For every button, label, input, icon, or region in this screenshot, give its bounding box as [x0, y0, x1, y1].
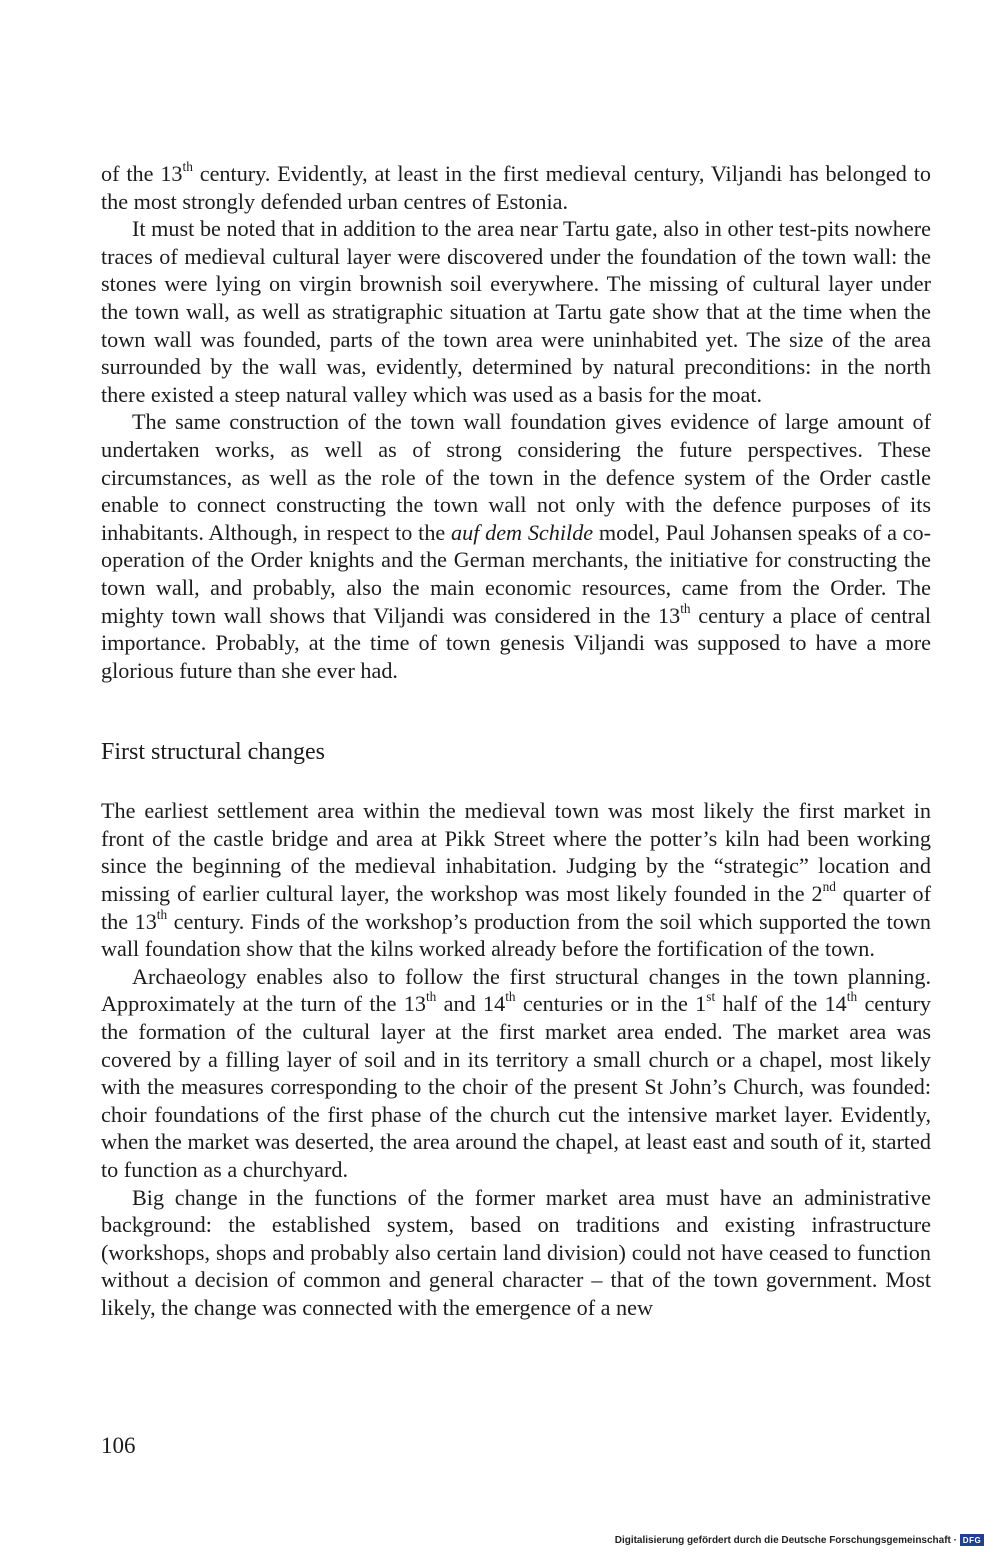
superscript: th [425, 989, 437, 1005]
page-number: 106 [101, 1433, 136, 1458]
superscript: st [706, 989, 716, 1005]
paragraph: Archaeology enables also to follow the first structural changes in the town planning. Approximately at the turn of the 13th and 14th centuries or in the 1st half of the 14th century the formation of the cultural layer at the first market area ended. The market area was covered by a filling layer of soil and in its territory a small church or a chapel, most likely with the measures corresponding to the choir of the present St John’s Church, was founded: choir foundations of the first phase of the church cut the intensive market layer. Evidently, when the market was deserted, the area around the chapel, at least east and south of it, started to function as a churchyard. [101, 963, 931, 1182]
digitization-footer [615, 1534, 984, 1546]
paragraph: It must be noted that in addition to the area near Tartu gate, also in other test-pits nowhere traces of medieval cultural layer were discovered under the foundation of the town wall: the stones were lying on virgin brownish soil everywhere. The missing of cultural layer under the town wall, as well as stratigraphic situation at Tartu gate show that at the time when the town wall was founded, parts of the town area were uninhabited yet. The size of the area surrounded by the wall was, evidently, determined by natural preconditions: in the north there existed a steep natural valley which was used as a basis for the moat. [101, 216, 931, 407]
body-text-top [101, 160, 931, 684]
superscript: th [505, 989, 516, 1005]
superscript: th [846, 989, 858, 1005]
paragraph: Big change in the functions of the former market area must have an administrative background: the established system, based on traditions and existing infrastructure (workshops, shops and probably also certain land division) could not have ceased to function without a decision of common and general character – that of the town government. Most likely, the change was connected with the emergence of a new [101, 1184, 931, 1320]
superscript: th [680, 600, 691, 616]
dfg-logo: DFG [960, 1534, 984, 1546]
body-text-section [101, 797, 931, 1321]
paragraph: of the 13th century. Evidently, at least in the first medieval century, Viljandi has belonged to the most strongly defended urban centres of Estonia. [101, 159, 931, 214]
footer-text: Digitalisierung gefördert durch die Deutsche Forschungsgemeinschaft · [614, 1534, 957, 1546]
superscript: nd [822, 879, 836, 895]
paragraph: The same construction of the town wall foundation gives evidence of large amount of undertaken works, as well as of strong considering the future perspectives. These circumstances, as well as the role of the town in the defence system of the Order castle enable to connect constructing the town wall not only with the defence purposes of its inhabitants. Although, in respect to the auf dem Schilde model, Paul Johansen speaks of a co-operation of the Order knights and the German merchants, the initiative for constructing the town wall, and probably, also the main economic resources, came from the Order. The mighty town wall shows that Viljandi was considered in the 13th century a place of central importance. Probably, at the time of town genesis Viljandi was supposed to have a more glorious future than she ever had. [101, 409, 932, 683]
superscript: th [156, 906, 168, 922]
superscript: th [182, 159, 193, 175]
page-body [101, 160, 931, 1322]
section-heading: First structural changes [101, 739, 325, 766]
italic-term: auf dem Schilde [451, 519, 594, 545]
paragraph: The earliest settlement area within the medieval town was most likely the first market in front of the castle bridge and area at Pikk Street where the potter’s kiln had been working since the beginning of the medieval inhabitation. Judging by the “strategic” location and missing of earlier cultural layer, the workshop was most likely founded in the 2nd quarter of the 13th century. Finds of the workshop’s production from the soil which supported the town wall foundation show that the kilns worked already before the fortification of the town. [101, 798, 932, 962]
